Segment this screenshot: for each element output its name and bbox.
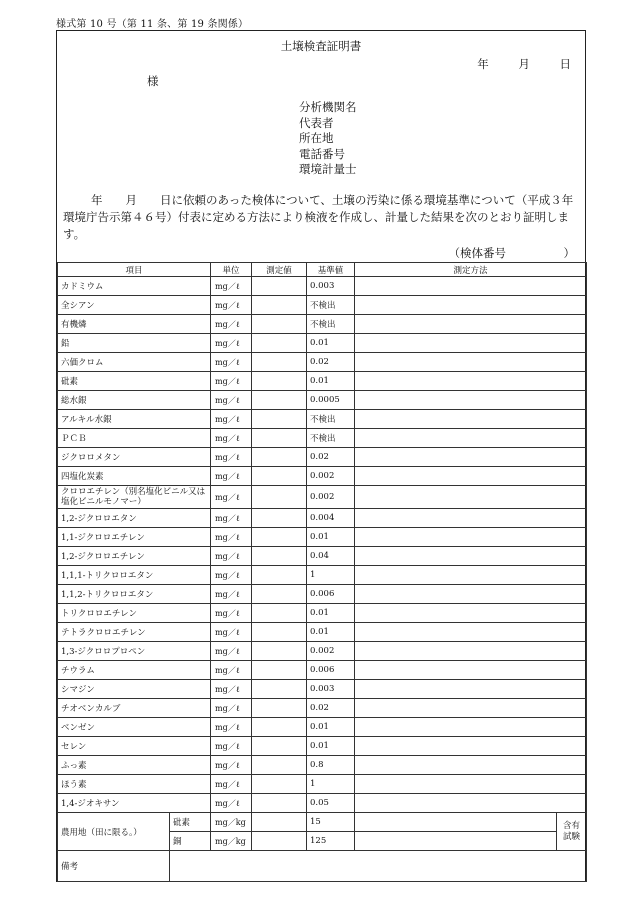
standard-cell: 0.0005 [307, 391, 355, 410]
measured-cell[interactable] [252, 372, 307, 391]
item-cell: ＰＣＢ [58, 429, 211, 448]
table-row [58, 372, 587, 391]
method-cell[interactable] [355, 334, 587, 353]
unit-cell: mg／ℓ [211, 566, 252, 585]
method-cell[interactable] [355, 661, 587, 680]
standard-cell: 不検出 [307, 296, 355, 315]
document-title: 土壌検査証明書 [280, 39, 362, 53]
item-cell: 1,2-ジクロロエチレン [58, 547, 211, 566]
unit-cell: mg／ℓ [211, 353, 252, 372]
agri-item: 銅 [170, 832, 211, 851]
unit-cell: mg／ℓ [211, 391, 252, 410]
method-cell[interactable] [355, 372, 587, 391]
unit-cell: mg／ℓ [211, 334, 252, 353]
unit-cell: mg／ℓ [211, 699, 252, 718]
table-row [58, 699, 587, 718]
item-cell: ジクロロメタン [58, 448, 211, 467]
addressee: 様 [147, 74, 159, 88]
item-cell: 1,1-ジクロロエチレン [58, 528, 211, 547]
measured-cell[interactable] [252, 813, 307, 832]
item-cell: 六価クロム [58, 353, 211, 372]
table-row [58, 661, 587, 680]
measured-cell[interactable] [252, 718, 307, 737]
item-cell: 1,3-ジクロロプロペン [58, 642, 211, 661]
phone-label: 電話番号 [299, 146, 345, 161]
standard-cell: 0.01 [307, 623, 355, 642]
item-cell: 鉛 [58, 334, 211, 353]
measured-cell[interactable] [252, 296, 307, 315]
measured-cell[interactable] [252, 467, 307, 486]
table-row [58, 448, 587, 467]
item-cell: クロロエチレン（別名塩化ビニル又は塩化ビニルモノマー） [58, 486, 211, 509]
unit-cell: mg／ℓ [211, 277, 252, 296]
method-cell[interactable] [355, 315, 587, 334]
measured-cell[interactable] [252, 699, 307, 718]
unit-cell: mg／ℓ [211, 467, 252, 486]
measured-cell[interactable] [252, 623, 307, 642]
measured-cell[interactable] [252, 315, 307, 334]
lab-info [299, 100, 357, 178]
table-row [58, 642, 587, 661]
standard-cell: 0.002 [307, 486, 355, 509]
unit-cell: mg／ℓ [211, 315, 252, 334]
table-row [58, 623, 587, 642]
table-row [58, 775, 587, 794]
sample-number: （検体番号 ） [448, 246, 575, 260]
standard-cell: 1 [307, 566, 355, 585]
standard-cell: 0.006 [307, 661, 355, 680]
item-cell: 全シアン [58, 296, 211, 315]
unit-cell: mg／ℓ [211, 775, 252, 794]
item-cell: シマジン [58, 680, 211, 699]
method-cell[interactable] [355, 448, 587, 467]
table-row [58, 547, 587, 566]
table-row [58, 277, 587, 296]
measured-cell[interactable] [252, 429, 307, 448]
method-cell[interactable] [355, 642, 587, 661]
header-method: 測定方法 [355, 263, 587, 277]
item-cell: チオベンカルブ [58, 699, 211, 718]
table-row [58, 353, 587, 372]
unit-cell: mg／ℓ [211, 604, 252, 623]
method-cell[interactable] [355, 391, 587, 410]
agri-standard: 15 [307, 813, 355, 832]
measured-cell[interactable] [252, 509, 307, 528]
method-cell[interactable] [355, 737, 587, 756]
item-cell: 1,1,2-トリクロロエタン [58, 585, 211, 604]
table-row [58, 756, 587, 775]
method-cell[interactable] [355, 277, 587, 296]
measured-cell[interactable] [252, 756, 307, 775]
item-cell: セレン [58, 737, 211, 756]
measured-cell[interactable] [252, 334, 307, 353]
standard-cell: 0.003 [307, 680, 355, 699]
agri-item: 砒素 [170, 813, 211, 832]
method-cell[interactable] [355, 528, 587, 547]
method-cell[interactable] [355, 410, 587, 429]
measured-cell[interactable] [252, 832, 307, 851]
header-standard: 基準値 [307, 263, 355, 277]
standard-cell: 0.006 [307, 585, 355, 604]
method-cell[interactable] [355, 832, 557, 851]
method-cell[interactable] [355, 794, 587, 813]
certificate-frame [56, 30, 586, 882]
item-cell: 1,4-ジオキサン [58, 794, 211, 813]
remarks-field[interactable] [170, 851, 587, 882]
method-cell[interactable] [355, 718, 587, 737]
standard-cell: 0.8 [307, 756, 355, 775]
representative-label: 代表者 [299, 115, 334, 130]
item-cell: ふっ素 [58, 756, 211, 775]
lab-name-label: 分析機関名 [299, 100, 357, 114]
unit-cell: mg／ℓ [211, 410, 252, 429]
table-row [58, 296, 587, 315]
measured-cell[interactable] [252, 486, 307, 509]
unit-cell: mg／ℓ [211, 718, 252, 737]
method-cell[interactable] [355, 623, 587, 642]
measured-cell[interactable] [252, 448, 307, 467]
item-cell: 有機燐 [58, 315, 211, 334]
measured-cell[interactable] [252, 794, 307, 813]
measured-cell[interactable] [252, 277, 307, 296]
item-cell: 総水銀 [58, 391, 211, 410]
table-row [58, 410, 587, 429]
item-cell: テトラクロロエチレン [58, 623, 211, 642]
table-row [58, 585, 587, 604]
item-cell: ほう素 [58, 775, 211, 794]
agri-unit: mg／kg [211, 832, 252, 851]
method-cell[interactable] [355, 547, 587, 566]
standard-cell: 0.04 [307, 547, 355, 566]
standard-cell: 0.002 [307, 467, 355, 486]
unit-cell: mg／ℓ [211, 372, 252, 391]
measured-cell[interactable] [252, 604, 307, 623]
issue-date [477, 56, 571, 72]
standard-cell: 0.01 [307, 718, 355, 737]
date-day: 日 [559, 57, 571, 71]
standard-cell: 1 [307, 775, 355, 794]
unit-cell: mg／ℓ [211, 296, 252, 315]
measured-cell[interactable] [252, 680, 307, 699]
standard-cell: 0.003 [307, 277, 355, 296]
measured-cell[interactable] [252, 410, 307, 429]
method-cell[interactable] [355, 756, 587, 775]
unit-cell: mg／ℓ [211, 585, 252, 604]
unit-cell: mg／ℓ [211, 794, 252, 813]
item-cell: アルキル水銀 [58, 410, 211, 429]
table-row [58, 737, 587, 756]
unit-cell: mg／ℓ [211, 528, 252, 547]
standard-cell: 不検出 [307, 315, 355, 334]
standard-cell: 0.05 [307, 794, 355, 813]
table-row [58, 509, 587, 528]
method-cell[interactable] [355, 486, 587, 509]
item-cell: 1,1,1-トリクロロエタン [58, 566, 211, 585]
date-month: 月 [518, 57, 530, 71]
unit-cell: mg／ℓ [211, 547, 252, 566]
table-row [58, 528, 587, 547]
table-row [58, 429, 587, 448]
remarks-label: 備考 [58, 851, 170, 882]
standard-cell: 不検出 [307, 410, 355, 429]
unit-cell: mg／ℓ [211, 623, 252, 642]
standard-cell: 0.01 [307, 604, 355, 623]
unit-cell: mg／ℓ [211, 642, 252, 661]
standard-cell: 0.002 [307, 642, 355, 661]
header-measured: 測定値 [252, 263, 307, 277]
standard-cell: 0.02 [307, 448, 355, 467]
unit-cell: mg／ℓ [211, 756, 252, 775]
certification-text: 年 月 日に依頼のあった検体について、土壌の汚染に係る環境基準について（平成３年環境庁告示第４６号）付表に定める方法により検液を作成し、計量した結果を次のとおり証明します。 [63, 193, 574, 241]
unit-cell: mg／ℓ [211, 680, 252, 699]
remarks-row [58, 851, 587, 882]
method-cell[interactable] [355, 604, 587, 623]
method-cell[interactable] [355, 296, 587, 315]
measured-cell[interactable] [252, 585, 307, 604]
unit-cell: mg／ℓ [211, 448, 252, 467]
form-number: 様式第 10 号（第 11 条、第 19 条関係） [56, 19, 249, 30]
measured-cell[interactable] [252, 566, 307, 585]
method-cell[interactable] [355, 353, 587, 372]
table-row [58, 566, 587, 585]
unit-cell: mg／ℓ [211, 661, 252, 680]
results-table [57, 262, 587, 882]
item-cell: 四塩化炭素 [58, 467, 211, 486]
method-cell[interactable] [355, 813, 557, 832]
agri-unit: mg／kg [211, 813, 252, 832]
item-cell: カドミウム [58, 277, 211, 296]
measured-cell[interactable] [252, 547, 307, 566]
standard-cell: 0.01 [307, 528, 355, 547]
table-row [58, 794, 587, 813]
content-test-note: 含有試験 [557, 813, 587, 851]
unit-cell: mg／ℓ [211, 429, 252, 448]
method-cell[interactable] [355, 566, 587, 585]
table-row [58, 467, 587, 486]
agricultural-label: 農用地（田に限る。） [58, 813, 170, 851]
method-cell[interactable] [355, 699, 587, 718]
method-cell[interactable] [355, 509, 587, 528]
measured-cell[interactable] [252, 353, 307, 372]
table-header [58, 263, 587, 277]
standard-cell: 0.02 [307, 699, 355, 718]
measured-cell[interactable] [252, 737, 307, 756]
method-cell[interactable] [355, 680, 587, 699]
item-cell: トリクロロエチレン [58, 604, 211, 623]
standard-cell: 0.02 [307, 353, 355, 372]
measurer-label: 環境計量士 [299, 162, 357, 176]
unit-cell: mg／ℓ [211, 509, 252, 528]
standard-cell: 0.004 [307, 509, 355, 528]
header-item: 項目 [58, 263, 211, 277]
unit-cell: mg／ℓ [211, 486, 252, 509]
table-row [58, 391, 587, 410]
table-row [58, 680, 587, 699]
table-row [58, 315, 587, 334]
measured-cell[interactable] [252, 661, 307, 680]
date-year: 年 [477, 57, 489, 71]
table-row [58, 604, 587, 623]
item-cell: 1,2-ジクロロエタン [58, 509, 211, 528]
method-cell[interactable] [355, 775, 587, 794]
method-cell[interactable] [355, 585, 587, 604]
item-cell: チウラム [58, 661, 211, 680]
measured-cell[interactable] [252, 775, 307, 794]
item-cell: ベンゼン [58, 718, 211, 737]
measured-cell[interactable] [252, 642, 307, 661]
address-label: 所在地 [299, 131, 334, 145]
table-row [58, 486, 587, 509]
agri-standard: 125 [307, 832, 355, 851]
method-cell[interactable] [355, 467, 587, 486]
table-row [58, 718, 587, 737]
measured-cell[interactable] [252, 528, 307, 547]
standard-cell: 0.01 [307, 737, 355, 756]
table-row [58, 334, 587, 353]
unit-cell: mg／ℓ [211, 737, 252, 756]
standard-cell: 0.01 [307, 334, 355, 353]
item-cell: 砒素 [58, 372, 211, 391]
standard-cell: 0.01 [307, 372, 355, 391]
method-cell[interactable] [355, 429, 587, 448]
standard-cell: 不検出 [307, 429, 355, 448]
header-unit: 単位 [211, 263, 252, 277]
agri-row-arsenic [58, 813, 587, 832]
measured-cell[interactable] [252, 391, 307, 410]
